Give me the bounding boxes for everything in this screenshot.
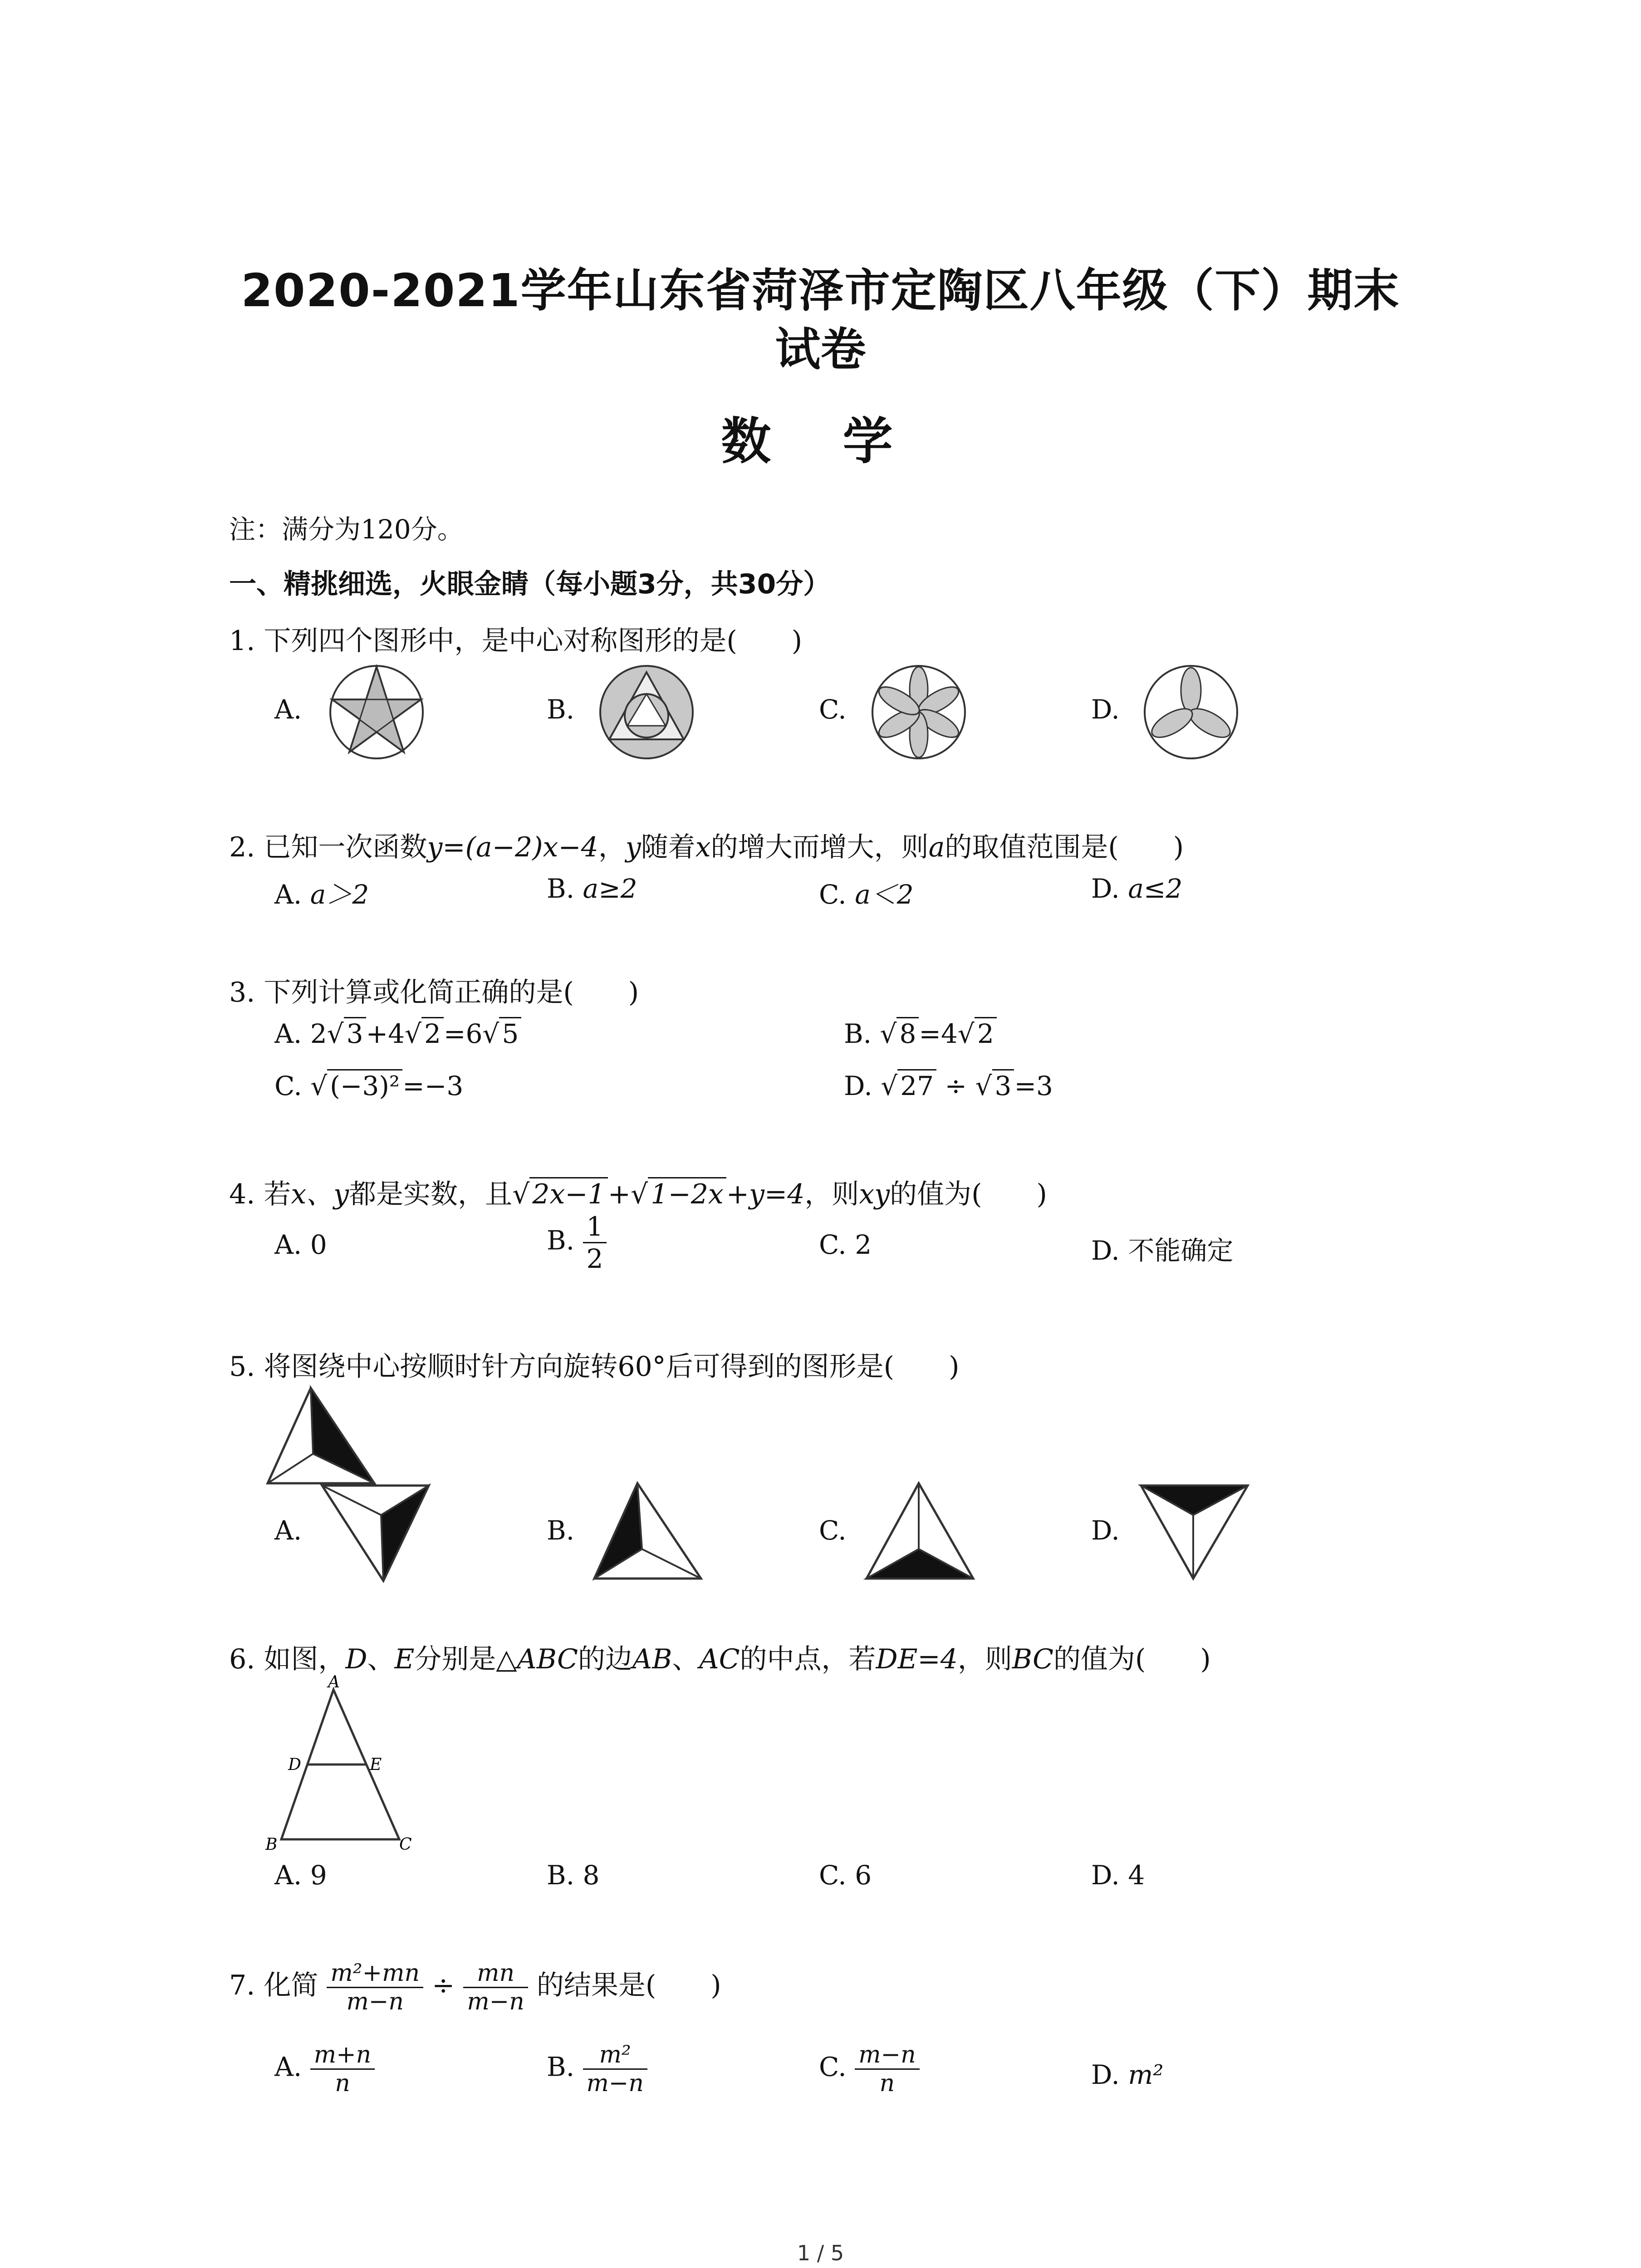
fraction <box>855 2041 919 2097</box>
q4-vars: x、y <box>291 1178 349 1210</box>
radicand: 2x−1 <box>529 1177 607 1210</box>
q6-text: 的边 <box>578 1643 632 1675</box>
option-label: C. <box>819 1229 847 1260</box>
q5-option-d-figure <box>1139 1483 1252 1583</box>
q2-text: 的增大而增大，则 <box>710 831 929 863</box>
q5-option-d-label: D. <box>1091 1515 1120 1546</box>
sqrt-expression: √ (−3)² <box>310 1070 402 1101</box>
q2-var-x: x <box>695 831 711 863</box>
q2-option-d <box>1091 873 1182 904</box>
radicand: 2 <box>421 1017 444 1049</box>
circle-triangle-figure <box>597 662 696 762</box>
fraction <box>327 1960 423 2015</box>
q5-option-a-label: A. <box>274 1515 302 1546</box>
q6-text: 的中点，若 <box>740 1643 876 1675</box>
sqrt-expression: √ 2 <box>958 1018 997 1049</box>
page-title: 2020-2021学年山东省菏泽市定陶区八年级（下）期末 <box>241 264 1400 317</box>
question-2-stem <box>229 826 1184 865</box>
q1-option-b-label: B. <box>547 694 575 725</box>
option-value: 2 <box>855 1229 872 1260</box>
denominator: m−n <box>467 1988 524 2015</box>
math-text: =6 <box>443 1018 483 1049</box>
question-7-stem <box>229 1960 721 2015</box>
sqrt-expression: √ 3 <box>975 1070 1014 1101</box>
math-text: =−3 <box>402 1070 464 1101</box>
q1-option-d-label: D. <box>1091 694 1120 725</box>
q6-side: AB <box>632 1643 672 1675</box>
q4-var-xy: xy <box>859 1178 890 1210</box>
q7-option-a <box>274 2041 375 2097</box>
q2-text: ， <box>598 831 626 863</box>
math-text: =4 <box>919 1018 958 1049</box>
q2-var-y: y <box>625 831 641 863</box>
q6-option-b <box>547 1860 599 1891</box>
label-b: B <box>265 1835 278 1854</box>
q7-text: 7. 化简 <box>229 1970 318 2002</box>
q6-equation: DE=4 <box>876 1643 958 1675</box>
option-label: A. <box>274 2051 302 2082</box>
q4-text: 的值为( ) <box>890 1178 1047 1210</box>
q2-text: 随着 <box>641 831 696 863</box>
option-value: 9 <box>310 1860 327 1891</box>
sqrt-expression: √ 5 <box>482 1018 521 1049</box>
question-4-stem <box>229 1173 1047 1212</box>
math-text: +4 <box>366 1018 405 1049</box>
option-label: C. <box>274 1070 302 1101</box>
radicand: 2 <box>975 1017 997 1049</box>
option-label: B. <box>547 2051 575 2082</box>
q4-equation: +y=4 <box>726 1178 805 1210</box>
q1-option-a-label: A. <box>274 694 302 725</box>
option-value: m² <box>1128 2059 1164 2090</box>
fraction <box>583 2041 647 2097</box>
option-value: 不能确定 <box>1128 1235 1234 1266</box>
option-value: 0 <box>310 1229 327 1260</box>
sqrt-expression: √ 2x−1 <box>512 1178 608 1210</box>
sqrt-expression: √ 2 <box>405 1018 444 1049</box>
q6-text: 的值为( ) <box>1053 1643 1211 1675</box>
q2-var-a: a <box>928 831 945 863</box>
q6-text: 、 <box>672 1643 700 1675</box>
q7-text: 的结果是( ) <box>536 1970 721 2002</box>
q6-text: 6. 如图， <box>229 1643 346 1675</box>
numerator: m² <box>583 2041 647 2070</box>
q3-option-c <box>274 1070 463 1101</box>
q6-text: ，则 <box>957 1643 1012 1675</box>
q3-option-a <box>274 1018 521 1049</box>
q6-text: 、 <box>367 1643 395 1675</box>
subject-title: 数 学 <box>721 412 920 470</box>
option-label: D. <box>1091 1860 1120 1891</box>
q5-option-c-figure <box>864 1481 978 1581</box>
q5-original-figure <box>265 1386 379 1486</box>
q6-side: AC <box>699 1643 740 1675</box>
option-value: a≤2 <box>1128 873 1183 904</box>
option-label: A. <box>274 1860 302 1891</box>
q4-option-c <box>819 1229 872 1260</box>
label-e: E <box>370 1755 382 1774</box>
q6-point: E <box>394 1643 415 1675</box>
radicand: (−3)² <box>327 1069 402 1101</box>
question-6-stem <box>229 1637 1211 1677</box>
radicand: 3 <box>992 1069 1014 1101</box>
section-heading: 一、精挑细选，火眼金睛（每小题3分，共30分） <box>229 568 831 600</box>
q1-option-c-label: C. <box>819 694 847 725</box>
q3-option-d <box>844 1070 1053 1101</box>
option-label: D. <box>1091 873 1120 904</box>
q5-option-b-figure <box>592 1481 705 1581</box>
math-text: 2 <box>310 1018 327 1049</box>
q4-option-d <box>1091 1229 1233 1267</box>
q4-option-a <box>274 1229 327 1260</box>
option-label: B. <box>547 873 575 904</box>
label-c: C <box>399 1835 412 1854</box>
q2-option-c <box>819 873 914 911</box>
option-label: C. <box>819 1860 847 1891</box>
option-label: A. <box>274 879 302 910</box>
q5-option-a-figure <box>320 1483 433 1583</box>
numerator: m+n <box>310 2041 375 2070</box>
radicand: 27 <box>897 1069 936 1101</box>
math-text: =3 <box>1014 1070 1053 1101</box>
six-petal-flower-figure <box>869 662 969 762</box>
option-value: a≥2 <box>583 873 637 904</box>
score-note: 注：满分为120分。 <box>229 514 464 545</box>
q2-function: y=(a−2)x−4 <box>427 831 598 863</box>
pentagram-circle-figure <box>327 662 426 762</box>
sqrt-expression: √ 3 <box>327 1018 366 1049</box>
numerator: 1 <box>583 1211 607 1243</box>
q2-option-b <box>547 873 637 904</box>
question-1-stem: 1. 下列四个图形中，是中心对称图形的是( ) <box>229 625 803 657</box>
q7-option-b <box>547 2041 647 2097</box>
q6-option-d <box>1091 1860 1145 1891</box>
question-5-stem: 5. 将图绕中心按顺时针方向旋转60°后可得到的图形是( ) <box>229 1351 960 1383</box>
denominator: n <box>335 2070 350 2097</box>
q6-option-a <box>274 1860 327 1891</box>
label-a: A <box>328 1673 340 1691</box>
denominator: m−n <box>346 1988 404 2015</box>
denominator: m−n <box>586 2070 644 2097</box>
q2-option-a <box>274 873 369 911</box>
denominator: n <box>879 2070 895 2097</box>
sqrt-expression: √ 8 <box>880 1018 919 1049</box>
q5-option-c-label: C. <box>819 1515 847 1546</box>
option-value: a＜2 <box>855 879 914 910</box>
q4-text: ，则 <box>804 1178 859 1210</box>
option-value: 6 <box>855 1860 872 1891</box>
radicand: 3 <box>344 1017 366 1049</box>
fraction <box>583 1211 607 1274</box>
q4-text: 4. 若 <box>229 1178 291 1210</box>
math-text: ÷ <box>936 1070 975 1101</box>
option-label: B. <box>547 1225 575 1256</box>
q6-triangle: ABC <box>517 1643 578 1675</box>
q6-point: D <box>345 1643 367 1675</box>
fraction <box>310 2041 375 2097</box>
q4-text: 都是实数，且 <box>349 1178 513 1210</box>
numerator: mn <box>463 1960 528 1988</box>
q7-option-c <box>819 2041 920 2097</box>
option-value: a＞2 <box>310 879 369 910</box>
q2-text: 2. 已知一次函数 <box>229 831 427 863</box>
q3-option-b <box>844 1018 997 1049</box>
question-3-stem: 3. 下列计算或化简正确的是( ) <box>229 977 639 1008</box>
option-value: 4 <box>1128 1860 1145 1891</box>
option-label: A. <box>274 1229 302 1260</box>
fraction <box>463 1960 528 2015</box>
option-label: B. <box>547 1860 575 1891</box>
q2-text: 的取值范围是( ) <box>945 831 1184 863</box>
radicand: 8 <box>896 1017 919 1049</box>
three-petal-figure <box>1141 662 1241 762</box>
radicand: 1−2x <box>648 1177 726 1210</box>
q4-option-b <box>547 1211 607 1274</box>
option-label: D. <box>1091 1235 1120 1266</box>
math-text: + <box>607 1178 631 1210</box>
triangle-abc-figure <box>263 1673 426 1854</box>
option-label: C. <box>819 879 847 910</box>
divide-sign: ÷ <box>432 1970 455 2002</box>
q5-option-b-label: B. <box>547 1515 575 1546</box>
label-d: D <box>288 1755 301 1774</box>
q6-option-c <box>819 1860 872 1891</box>
numerator: m−n <box>855 2041 919 2070</box>
q6-side: BC <box>1012 1643 1054 1675</box>
sqrt-expression: √ 1−2x <box>631 1178 726 1210</box>
option-value: 8 <box>583 1860 600 1891</box>
q7-option-d <box>1091 2059 1164 2090</box>
sqrt-expression: √ 27 <box>881 1070 936 1101</box>
option-label: C. <box>819 2051 847 2082</box>
q6-text: 分别是△ <box>414 1643 517 1675</box>
option-label: B. <box>844 1018 872 1049</box>
option-label: D. <box>844 1070 872 1101</box>
page-number: 1 / 5 <box>797 2241 844 2265</box>
page-title-line2: 试卷 <box>775 323 866 376</box>
option-label: D. <box>1091 2059 1120 2090</box>
radicand: 5 <box>499 1017 521 1049</box>
denominator: 2 <box>586 1243 603 1274</box>
option-label: A. <box>274 1018 302 1049</box>
numerator: m²+mn <box>327 1960 423 1988</box>
